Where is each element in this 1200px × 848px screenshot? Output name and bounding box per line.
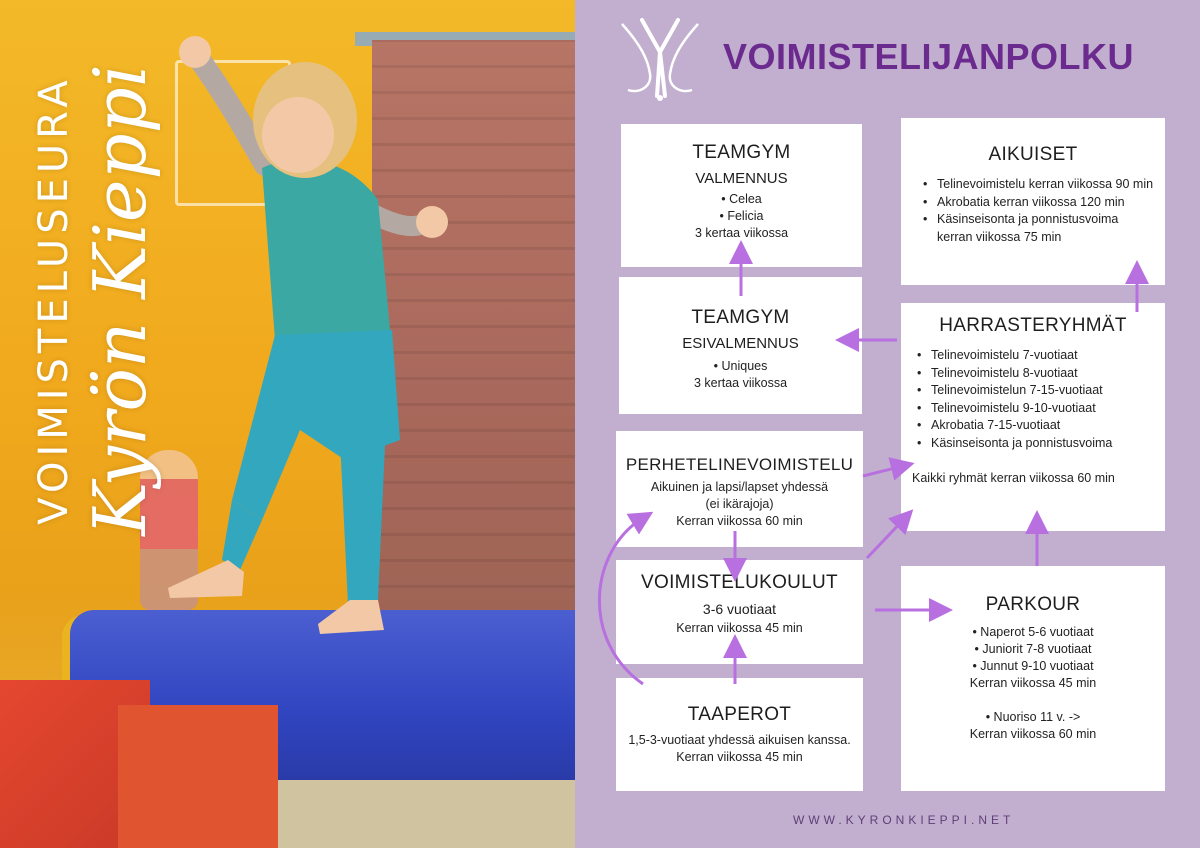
card-line: • Celea [721,192,762,206]
card-line: (ei ikärajoja) [705,497,774,511]
club-name: Kyrön Kieppi [78,64,162,536]
info-panel [575,0,1200,848]
card-line: Kerran viikossa 45 min [676,750,803,764]
card-taaperot [616,678,863,791]
website-url[interactable]: WWW.KYRONKIEPPI.NET [793,813,1015,827]
card-line: • Nuoriso 11 v. -> [985,710,1081,724]
gymnast-k-logo-icon [610,14,710,104]
club-label: VOIMISTELUSEURA [31,75,77,525]
card-line: Kerran viikossa 60 min [676,514,803,528]
list-item: • Käsinseisonta ja ponnistusvoima kerran viikossa 75 min [921,211,1155,246]
card-line: Kerran viikossa 45 min [969,676,1097,690]
card-line: Aikuinen ja lapsi/lapset yhdessä [650,480,829,494]
arrow-icon [863,466,903,476]
page-title: VOIMISTELIJANPOLKU [723,36,1135,77]
list-item: • Telinevoimistelu kerran viikossa 90 min [921,176,1155,194]
card-subtitle: ESIVALMENNUS [682,335,799,352]
card-title: HARRASTERYHMÄT [939,315,1127,336]
card-line: Kerran viikossa 45 min [676,621,803,635]
card-subtitle: VALMENNUS [695,170,788,187]
card-line-spacer [901,692,1165,709]
card-title: TEAMGYM [691,307,790,328]
card-footer-line: Kaikki ryhmät kerran viikossa 60 min [912,471,1115,485]
card-line: 1,5-3-vuotiaat yhdessä aikuisen kanssa. [628,733,851,747]
card-line: Kerran viikossa 60 min [969,727,1097,741]
card-line: 3 kertaa viikossa [694,226,789,240]
list-item: • Telinevoimistelu 8-vuotiaat [915,365,1165,383]
card-title: VOIMISTELUKOULUT [641,572,838,593]
card-line: • Naperot 5-6 vuotiaat [972,625,1094,639]
list-item: • Akrobatia 7-15-vuotiaat [915,417,1165,435]
list-item: • Telinevoimistelu 7-vuotiaat [915,347,1165,365]
card-title: PERHETELINEVOIMISTELU [625,455,854,474]
list-item: • Telinevoimistelu 9-10-vuotiaat [915,400,1165,418]
card-teamgym-valmennus [621,124,862,267]
card-subtitle: 3-6 vuotiaat [702,601,777,617]
card-teamgym-esivalmennus [619,277,862,414]
card-perhetelinevoimistelu [616,431,863,547]
card-line: • Junnut 9-10 vuotiaat [972,659,1094,673]
card-aikuiset [901,118,1165,285]
card-line: • Juniorit 7-8 vuotiaat [974,642,1092,656]
card-title: AIKUISET [988,144,1078,165]
card-line: • Uniques [713,359,768,373]
list-item: • Käsinseisonta ja ponnistusvoima [915,435,1165,453]
card-line: • Felicia [719,209,764,223]
card-title: TAAPEROT [687,704,792,725]
card-title: TEAMGYM [692,142,791,163]
card-title: PARKOUR [985,594,1081,615]
card-harrasteryhmat [901,303,1165,531]
hero-photo [0,0,575,848]
list-item: • Akrobatia kerran viikossa 120 min [921,194,1155,212]
list-item: • Telinevoimistelun 7-15-vuotiaat [915,382,1165,400]
card-parkour [901,566,1165,791]
card-voimistelukoulut [616,560,863,664]
card-line: 3 kertaa viikossa [693,376,788,390]
arrow-icon [867,518,905,558]
